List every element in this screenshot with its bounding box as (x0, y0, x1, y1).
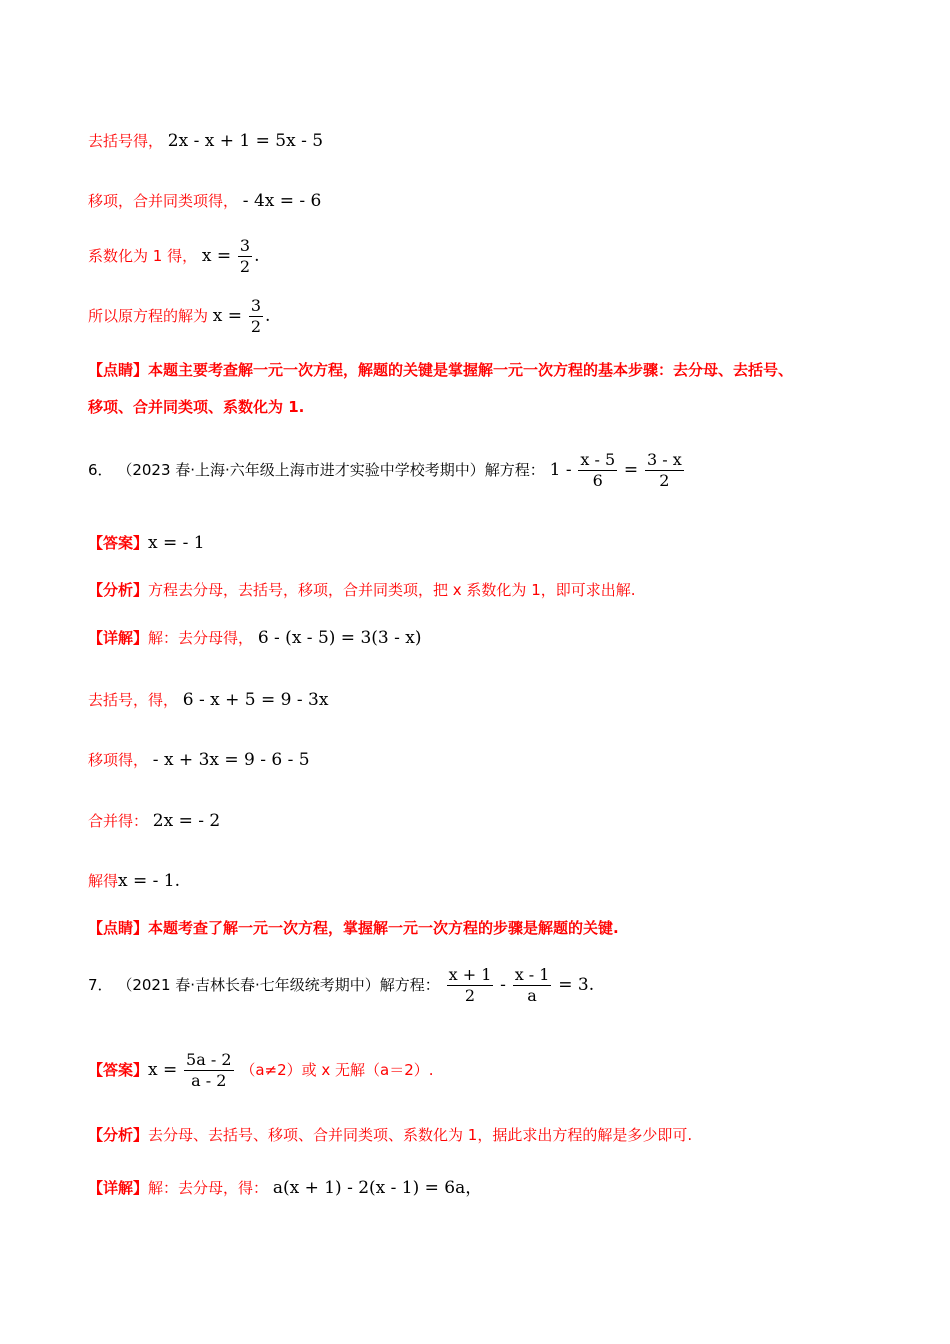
note-text: 本题考查了解一元一次方程，掌握解一元一次方程的步骤是解题的关键. (148, 919, 619, 937)
analysis-tag: 【分析】 (88, 581, 149, 599)
answer-lhs: x = (148, 1060, 178, 1080)
step-move-terms (88, 190, 321, 211)
q6-step-1 (88, 689, 328, 710)
fraction (238, 236, 252, 277)
analysis-q6 (88, 579, 636, 600)
step-lhs: x = (201, 246, 232, 266)
note-q5-continued (88, 396, 304, 417)
step-label: 去括号得， (88, 132, 164, 150)
fraction-denominator: a (527, 986, 537, 1005)
step-coefficient: 系数化为 1 得， x = $\frac{3}{2}$ . (88, 236, 260, 276)
step-equation: 2x = - 2 (152, 811, 221, 831)
step-label: 所以原方程的解为 (88, 307, 209, 325)
answer-tag: 【答案】 (88, 534, 149, 552)
fraction-numerator: 3 - x (646, 450, 682, 469)
analysis-tag: 【分析】 (88, 1126, 149, 1144)
step-label: 移项得， (88, 751, 149, 769)
fraction (645, 450, 684, 491)
answer-q6 (88, 532, 205, 553)
step-label: 系数化为 1 得， (88, 247, 198, 265)
step-label: 合并得： (88, 812, 149, 830)
fraction-numerator: 5a - 2 (186, 1050, 232, 1069)
fraction-denominator: a - 2 (191, 1071, 227, 1090)
fraction (249, 296, 263, 337)
detail-equation: 6 - (x - 5) = 3(3 - x) (257, 628, 422, 648)
step-equation: 2x - x + 1 = 5x - 5 (167, 131, 324, 151)
step-lhs: x = (212, 306, 243, 326)
analysis-q7 (88, 1124, 692, 1145)
fraction-denominator: 2 (464, 986, 476, 1005)
detail-label: 解：去分母，得： (148, 1179, 269, 1197)
note-q5 (88, 359, 793, 380)
fraction-denominator: 2 (239, 257, 251, 276)
question-number: 6． (88, 461, 113, 479)
analysis-text: 方程去分母，去括号，移项，合并同类项，把 x 系数化为 1，即可求出解. (148, 581, 636, 599)
fraction-numerator: x - 1 (514, 965, 550, 984)
question-7 (88, 965, 594, 1006)
note-q6 (88, 917, 619, 938)
fraction (447, 965, 494, 1006)
answer-q7 (88, 1050, 434, 1091)
question-6 (88, 450, 686, 491)
answer-condition: （a≠2）或 x 无解（a＝2）. (240, 1061, 434, 1079)
step-equation: x = - 1. (118, 871, 181, 891)
fraction-numerator: x - 5 (580, 450, 616, 469)
question-number: 7． (88, 976, 113, 994)
equation-lead: 1 - (549, 460, 572, 480)
fraction-denominator: 2 (659, 471, 670, 490)
detail-tag: 【详解】 (88, 1179, 149, 1197)
step-remove-brackets (88, 130, 323, 151)
step-label: 去括号，得， (88, 691, 179, 709)
step-solution: 所以原方程的解为 x = $\frac{3}{2}$ . (88, 296, 271, 336)
q6-step-4 (88, 870, 180, 891)
fraction (578, 450, 617, 491)
equals-sign: = (623, 460, 639, 480)
answer-equation: x = - 1 (148, 533, 205, 553)
answer-tag: 【答案】 (88, 1061, 149, 1079)
equation-tail: = 3. (558, 975, 595, 995)
analysis-text: 去分母、去括号、移项、合并同类项、系数化为 1，据此求出方程的解是多少即可. (148, 1126, 693, 1144)
fraction (184, 1050, 233, 1091)
step-equation: - 4x = - 6 (242, 191, 322, 211)
fraction (513, 965, 552, 1006)
q6-step-2 (88, 749, 310, 770)
detail-q6 (88, 627, 422, 648)
question-source: （2023 春·上海·六年级上海市进才实验中学校考期中）解方程： (117, 461, 545, 479)
fraction-numerator: 3 (239, 236, 251, 255)
note-tag: 【点睛】 (88, 919, 149, 937)
step-label: 移项，合并同类项得， (88, 192, 239, 210)
q6-step-3 (88, 810, 220, 831)
step-equation: 6 - x + 5 = 9 - 3x (182, 690, 329, 710)
question-source: （2021 春·吉林长春·七年级统考期中）解方程： (117, 976, 440, 994)
detail-equation: a(x + 1) - 2(x - 1) = 6a， (272, 1178, 483, 1198)
fraction-denominator: 2 (250, 317, 262, 336)
fraction-numerator: 3 (250, 296, 262, 315)
detail-q7 (88, 1173, 482, 1198)
detail-tag: 【详解】 (88, 629, 149, 647)
fraction-denominator: 6 (592, 471, 603, 490)
fraction-numerator: x + 1 (448, 965, 492, 984)
note-text: 本题主要考查解一元一次方程，解题的关键是掌握解一元一次方程的基本步骤：去分母、去括号、 (148, 361, 794, 379)
minus-sign: - (500, 975, 506, 995)
note-tag: 【点睛】 (88, 361, 149, 379)
step-equation: - x + 3x = 9 - 6 - 5 (152, 750, 310, 770)
detail-label: 解：去分母得， (148, 629, 254, 647)
step-label: 解得 (88, 872, 119, 890)
note-text: 移项、合并同类项、系数化为 1. (88, 398, 305, 416)
